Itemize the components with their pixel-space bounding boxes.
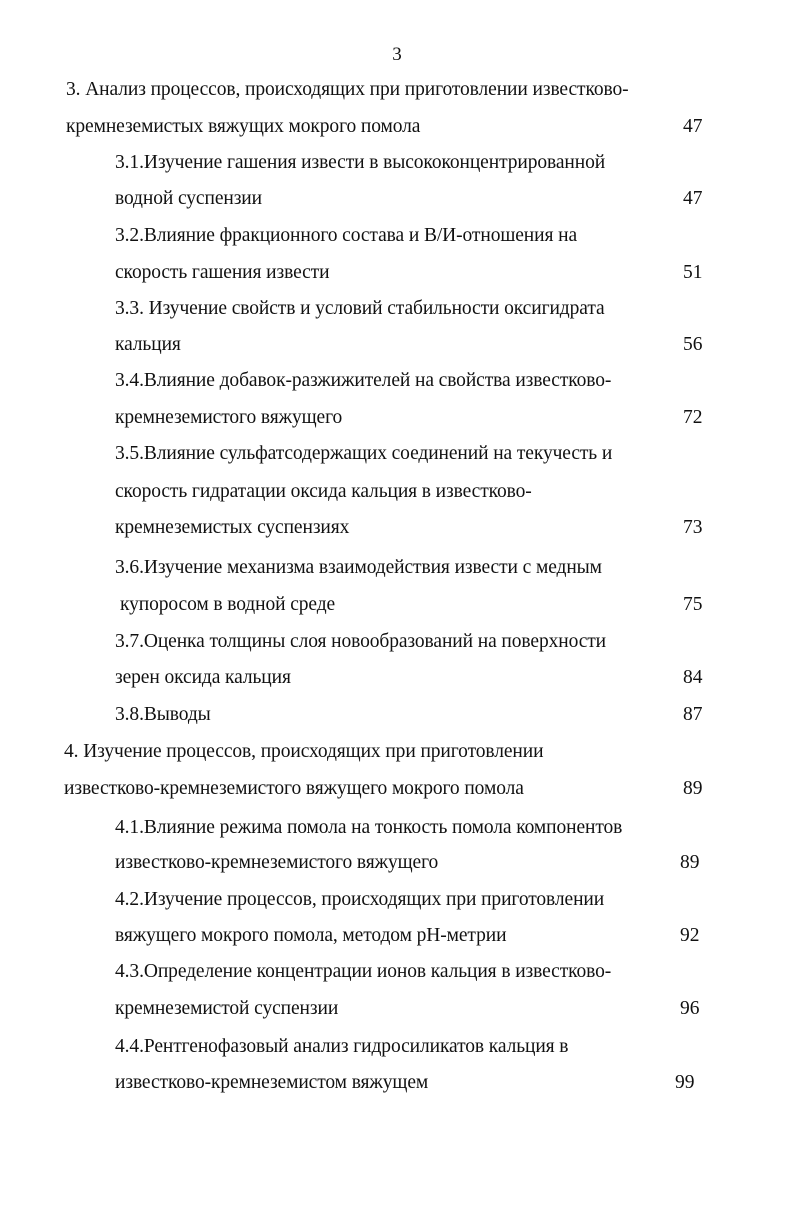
toc-line: кремнеземистого вяжущего: [115, 407, 343, 428]
toc-line: купоросом в водной среде: [120, 594, 336, 615]
toc-line: вяжущего мокрого помола, методом pH-метрии: [115, 925, 507, 946]
toc-page-number: 89: [680, 852, 700, 873]
toc-line: известково-кремнеземистом вяжущем: [115, 1072, 429, 1093]
toc-line: скорость гашения извести: [115, 262, 330, 283]
toc-line: скорость гидратации оксида кальция в известково-: [115, 481, 532, 502]
toc-line: 3.1.Изучение гашения извести в высококонцентрированной: [115, 152, 606, 173]
toc-line: 4. Изучение процессов, происходящих при приготовлении: [64, 741, 544, 762]
toc-line: 3.6.Изучение механизма взаимодействия извести с медным: [115, 557, 602, 578]
toc-line: 3.5.Влияние сульфатсодержащих соединений на текучесть и: [115, 443, 613, 464]
toc-page-number: 56: [683, 334, 703, 355]
toc-page-number: 84: [683, 667, 703, 688]
toc-line: 4.2.Изучение процессов, происходящих при приготовлении: [115, 889, 605, 910]
toc-line: 3.8.Выводы: [115, 704, 211, 725]
toc-page-number: 99: [675, 1072, 695, 1093]
toc-page-number: 51: [683, 262, 703, 283]
toc-line: 3.2.Влияние фракционного состава и В/И-отношения на: [115, 225, 578, 246]
toc-line: кремнеземистых вяжущих мокрого помола: [66, 116, 421, 137]
toc-page-number: 72: [683, 407, 703, 428]
toc-line: 4.4.Рентгенофазовый анализ гидросиликатов кальция в: [115, 1036, 569, 1057]
toc-page-number: 47: [683, 188, 703, 209]
toc-page-number: 47: [683, 116, 703, 137]
toc-page-number: 96: [680, 998, 700, 1019]
toc-line: водной суспензии: [115, 188, 262, 209]
toc-line: 3. Анализ процессов, происходящих при приготовлении известково-: [66, 79, 629, 100]
toc-line: 3.4.Влияние добавок-разжижителей на свойства известково-: [115, 370, 612, 391]
toc-line: 4.1.Влияние режима помола на тонкость помола компонентов: [115, 817, 623, 838]
page-number: 3: [392, 44, 402, 65]
toc-page-number: 87: [683, 704, 703, 725]
toc-line: известково-кремнеземистого вяжущего: [115, 852, 439, 873]
toc-line: 3.3. Изучение свойств и условий стабильности оксигидрата: [115, 298, 605, 319]
toc-line: 3.7.Оценка толщины слоя новообразований на поверхности: [115, 631, 607, 652]
toc-page-number: 73: [683, 517, 703, 538]
toc-line: кремнеземистых суспензиях: [115, 517, 350, 538]
toc-line: кремнеземистой суспензии: [115, 998, 339, 1019]
toc-line: кальция: [115, 334, 181, 355]
toc-line: зерен оксида кальция: [115, 667, 291, 688]
toc-page-number: 89: [683, 778, 703, 799]
toc-line: известково-кремнеземистого вяжущего мокрого помола: [64, 778, 524, 799]
toc-line: 4.3.Определение концентрации ионов кальция в известково-: [115, 961, 612, 982]
toc-page-number: 75: [683, 594, 703, 615]
toc-page-number: 92: [680, 925, 700, 946]
